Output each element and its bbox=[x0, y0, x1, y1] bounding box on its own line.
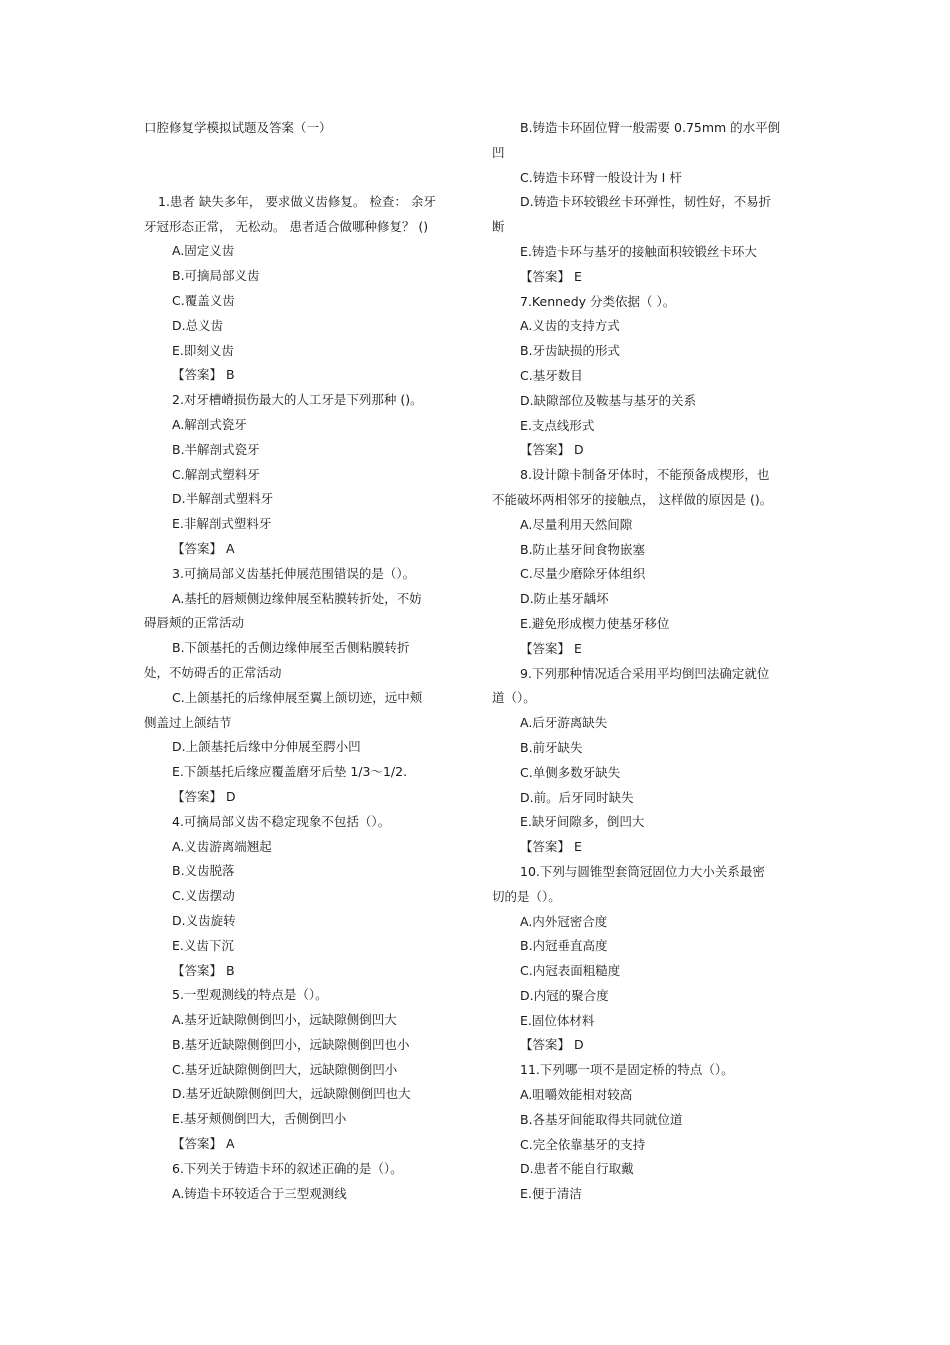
answer-line: 【答案】 A bbox=[172, 1136, 235, 1152]
text-line: 不能破坏两相邻牙的接触点， 这样做的原因是 ()。 bbox=[492, 491, 773, 507]
question-line: 4.可摘局部义齿不稳定现象不包括（）。 bbox=[172, 813, 391, 829]
option-line: E.即刻义齿 bbox=[172, 342, 234, 358]
option-line: D.上颌基托后缘中分伸展至腭小凹 bbox=[172, 739, 361, 755]
option-line: D.前。后牙同时缺失 bbox=[520, 789, 634, 805]
option-line: B.基牙近缺隙侧倒凹小，远缺隙侧倒凹也小 bbox=[172, 1036, 410, 1052]
option-line: E.避免形成楔力使基牙移位 bbox=[520, 615, 670, 631]
option-line: C.基牙数目 bbox=[520, 367, 583, 383]
answer-line: 【答案】 E bbox=[520, 268, 582, 284]
option-line: C.上颌基托的后缘伸展至翼上颌切迹，远中颊 bbox=[172, 689, 423, 705]
text-line: 断 bbox=[492, 219, 505, 235]
option-line: B.下颌基托的舌侧边缘伸展至舌侧粘膜转折 bbox=[172, 640, 410, 656]
text-line: 切的是（）。 bbox=[492, 888, 561, 904]
option-line: C.解剖式塑料牙 bbox=[172, 466, 260, 482]
option-line: C.尽量少磨除牙体组织 bbox=[520, 566, 646, 582]
answer-line: 【答案】 B bbox=[172, 367, 235, 383]
option-line: C.覆盖义齿 bbox=[172, 292, 235, 308]
answer-line: 【答案】 A bbox=[172, 540, 235, 556]
text-line: 凹 bbox=[492, 144, 505, 160]
answer-line: 【答案】 D bbox=[172, 788, 236, 804]
spacer bbox=[144, 141, 462, 190]
option-line: B.内冠垂直高度 bbox=[520, 938, 608, 954]
option-line: A.基托的唇颊侧边缘伸展至粘膜转折处，不妨 bbox=[172, 590, 422, 606]
option-line: E.便于清洁 bbox=[520, 1186, 582, 1202]
option-line: B.各基牙间能取得共同就位道 bbox=[520, 1111, 683, 1127]
option-line: A.后牙游离缺失 bbox=[520, 715, 608, 731]
option-line: C.基牙近缺隙侧倒凹大，远缺隙侧倒凹小 bbox=[172, 1061, 398, 1077]
option-line: B.牙齿缺损的形式 bbox=[520, 343, 621, 359]
text-line: 侧盖过上颌结节 bbox=[144, 714, 232, 730]
option-line: A.义齿游离端翘起 bbox=[172, 838, 272, 854]
option-line: A.尽量利用天然间隙 bbox=[520, 516, 633, 532]
option-line: E.缺牙间隙多，倒凹大 bbox=[520, 814, 645, 830]
question-line: 2.对牙槽嵴损伤最大的人工牙是下列那种 ()。 bbox=[172, 392, 423, 408]
option-line: D.内冠的聚合度 bbox=[520, 987, 609, 1003]
option-line: B.半解剖式瓷牙 bbox=[172, 441, 260, 457]
option-line: D.防止基牙龋坏 bbox=[520, 591, 609, 607]
option-line: B.铸造卡环固位臂一般需要 0.75mm 的水平倒 bbox=[520, 120, 781, 135]
option-line: C.铸造卡环臂一般设计为 I 杆 bbox=[520, 169, 682, 185]
option-line: E.基牙颊侧倒凹大，舌侧倒凹小 bbox=[172, 1111, 347, 1127]
question-line: 9.下列那种情况适合采用平均倒凹法确定就位 bbox=[520, 665, 770, 681]
option-line: A.咀嚼效能相对较高 bbox=[520, 1087, 633, 1103]
text-line: 道（）。 bbox=[492, 690, 536, 706]
option-line: C.义齿摆动 bbox=[172, 888, 235, 904]
question-line: 3.可摘局部义齿基托伸展范围错误的是（）。 bbox=[172, 565, 416, 581]
option-line: A.义齿的支持方式 bbox=[520, 318, 620, 334]
option-line: A.内外冠密合度 bbox=[520, 913, 608, 929]
answer-line: 【答案】 E bbox=[520, 839, 582, 855]
option-line: C.内冠表面粗糙度 bbox=[520, 963, 621, 979]
left-column bbox=[144, 116, 462, 1206]
document-title: 口腔修复学模拟试题及答案（一） bbox=[144, 120, 332, 135]
option-line: C.完全依靠基牙的支持 bbox=[520, 1136, 646, 1152]
text-line: 牙冠形态正常， 无松动。 患者适合做哪种修复？ () bbox=[144, 218, 429, 234]
option-line: A.固定义齿 bbox=[172, 243, 235, 259]
option-line: E.铸造卡环与基牙的接触面积较锻丝卡环大 bbox=[520, 243, 757, 259]
question-line: 7.Kennedy 分类依据（ ）。 bbox=[520, 293, 676, 309]
option-line: A.解剖式瓷牙 bbox=[172, 416, 247, 432]
option-line: B.义齿脱落 bbox=[172, 863, 235, 879]
option-line: B.可摘局部义齿 bbox=[172, 268, 260, 284]
option-line: D.缺隙部位及鞍基与基牙的关系 bbox=[520, 392, 697, 408]
text-line: 碍唇颊的正常活动 bbox=[144, 615, 245, 631]
answer-line: 【答案】 B bbox=[172, 962, 235, 978]
option-line: A.基牙近缺隙侧倒凹小，远缺隙侧倒凹大 bbox=[172, 1012, 397, 1028]
option-line: D.半解剖式塑料牙 bbox=[172, 491, 274, 507]
question-line: 1.患者 缺失多年， 要求做义齿修复。 检查： 余牙 bbox=[158, 193, 436, 209]
option-line: C.单侧多数牙缺失 bbox=[520, 764, 621, 780]
answer-line: 【答案】 D bbox=[520, 1037, 584, 1053]
question-line: 11.下列哪一项不是固定桥的特点（）。 bbox=[520, 1062, 734, 1078]
option-line: D.铸造卡环较锻丝卡环弹性，韧性好，不易折 bbox=[520, 194, 772, 210]
option-line: D.患者不能自行取戴 bbox=[520, 1161, 634, 1177]
option-line: E.支点线形式 bbox=[520, 417, 595, 433]
question-line: 5.一型观测线的特点是（）。 bbox=[172, 987, 328, 1003]
answer-line: 【答案】 E bbox=[520, 640, 582, 656]
option-line: E.固位体材料 bbox=[520, 1012, 595, 1028]
question-line: 8.设计隙卡制备牙体时，不能预备成楔形，也 bbox=[520, 467, 770, 483]
option-line: D.义齿旋转 bbox=[172, 912, 236, 928]
option-line: D.基牙近缺隙侧倒凹大，远缺隙侧倒凹也大 bbox=[172, 1086, 411, 1102]
option-line: B.防止基牙间食物嵌塞 bbox=[520, 541, 646, 557]
option-line: E.义齿下沉 bbox=[172, 937, 234, 953]
question-line: 10.下列与圆锥型套筒冠固位力大小关系最密 bbox=[520, 863, 765, 879]
option-line: A.铸造卡环较适合于三型观测线 bbox=[172, 1185, 347, 1201]
text-line: 处，不妨碍舌的正常活动 bbox=[144, 664, 282, 680]
option-line: E.下颌基托后缘应覆盖磨牙后垫 1/3～1/2. bbox=[172, 764, 408, 780]
question-line: 6.下列关于铸造卡环的叙述正确的是（）。 bbox=[172, 1160, 403, 1176]
right-column bbox=[492, 116, 812, 1207]
option-line: B.前牙缺失 bbox=[520, 739, 583, 755]
option-line: E.非解剖式塑料牙 bbox=[172, 516, 272, 532]
answer-line: 【答案】 D bbox=[520, 442, 584, 458]
option-line: D.总义齿 bbox=[172, 317, 224, 333]
